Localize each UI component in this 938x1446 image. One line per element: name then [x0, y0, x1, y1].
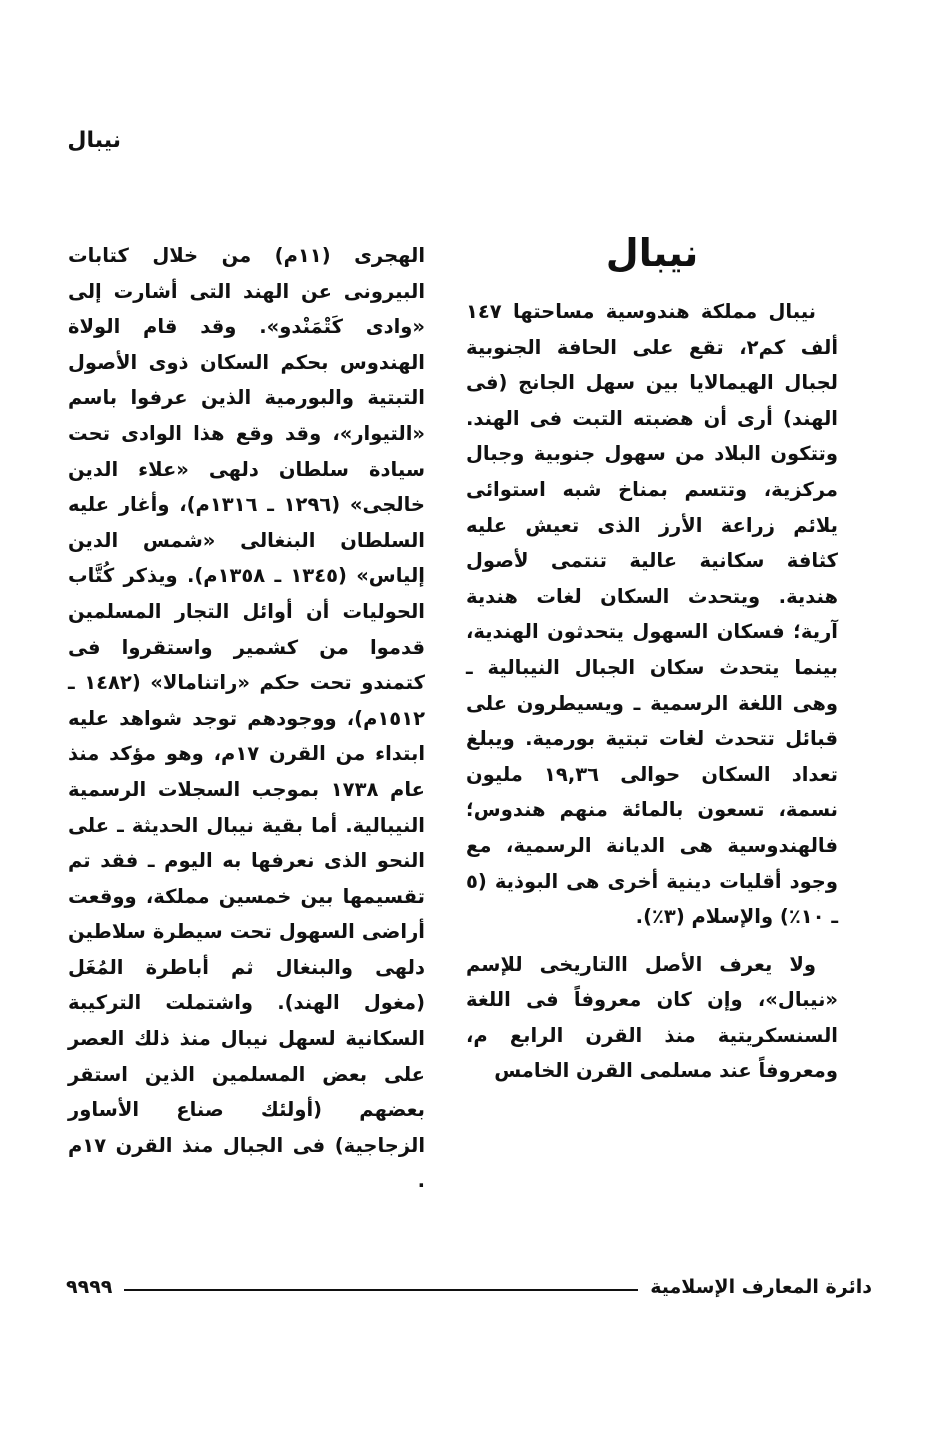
running-header-title: نيبال: [67, 128, 121, 153]
footer-rule: [124, 1289, 638, 1291]
page-number: ٩٩٩٩: [66, 1276, 113, 1298]
article-right-column: [466, 226, 838, 1089]
paragraph-intro: نيبال مملكة هندوسية مساحتها ١٤٧ ألف كم٢، تقع على الحافة الجنوبية لجبال الهيمالايا بين سهل الجانج (فى الهند) أرى أن هضبته التبت فى الهند. وتتكون البلاد من سهول جنوبية وجبال مركزية، وتتسم بمناخ شبه استوائى يلائم زراعة الأرز الذى تعيش عليه كثافة سكانية عالية تنتمى لأصول هندية. ويتحدث السكان لغات هندية آرية؛ فسكان السهول يتحدثون الهندية، بينما يتحدث سكان الجبال النيبالية ـ وهى اللغة الرسمية ـ ويسيطرون على قبائل تتحدث لغات تبتية بورمية. ويبلغ تعداد السكان حوالى ١٩,٣٦ مليون نسمة، تسعون بالمائة منهم هندوس؛ فالهندوسية هى الديانة الرسمية، مع وجود أقليات دينية أخرى هى البوذية (٥ ـ ١٠٪) والإسلام (٣٪).: [466, 300, 838, 929]
page-footer: [66, 1268, 872, 1298]
article-left-column: [68, 238, 425, 1199]
publication-title: دائرة المعارف الإسلامية: [650, 1276, 872, 1298]
paragraph-history: الهجرى (١١م) من خلال كتابات البيرونى عن الهند التى أشارت إلى «وادى كَتْمَنْدو». وقد قام الولاة الهندوس بحكم السكان ذوى الأصول التبتية والبورمية الذين عرفوا باسم «التيوار»، وقد وقع هذا الوادى تحت سيادة سلطان دلهى «علاء الدين خالجى» (١٢٩٦ ـ ١٣١٦م)، وأغار عليه السلطان البنغالى «شمس الدين إلياس» (١٣٤٥ ـ ١٣٥٨م). ويذكر كُتَّاب الحوليات أن أوائل التجار المسلمين قدموا من كشمير واستقروا فى كتمندو تحت حكم «راتنامالا» (١٤٨٢ ـ ١٥١٢م)، ووجودهم توجد شواهد عليه ابتداء من القرن ١٧م، وهو مؤكد منذ عام ١٧٣٨ بموجب السجلات الرسمية النيبالية. أما بقية نيبال الحديثة ـ على النحو الذى نعرفها به اليوم ـ فقد تم تقسيمها بين خمسين مملكة، ووقعت أراضى السهول تحت سيطرة سلاطين دلهى والبنغال ثم أباطرة المُغَل (مغول الهند). واشتملت التركيبة السكانية لسهل نيبال منذ ذلك العصر على بعض المسلمين الذين استقر بعضهم (أولئك صناع الأساور الزجاجية) فى الجبال منذ القرن ١٧م .: [68, 244, 426, 1193]
article-title: نيبال: [605, 231, 699, 275]
paragraph-name-origin: ولا يعرف الأصل االتاريخى للإسم «نيبال»، وإن كان معروفاً فى اللغة السنسكريتية منذ القرن الرابع م، ومعروفاً عند مسلمى القرن الخامس: [466, 952, 838, 1083]
